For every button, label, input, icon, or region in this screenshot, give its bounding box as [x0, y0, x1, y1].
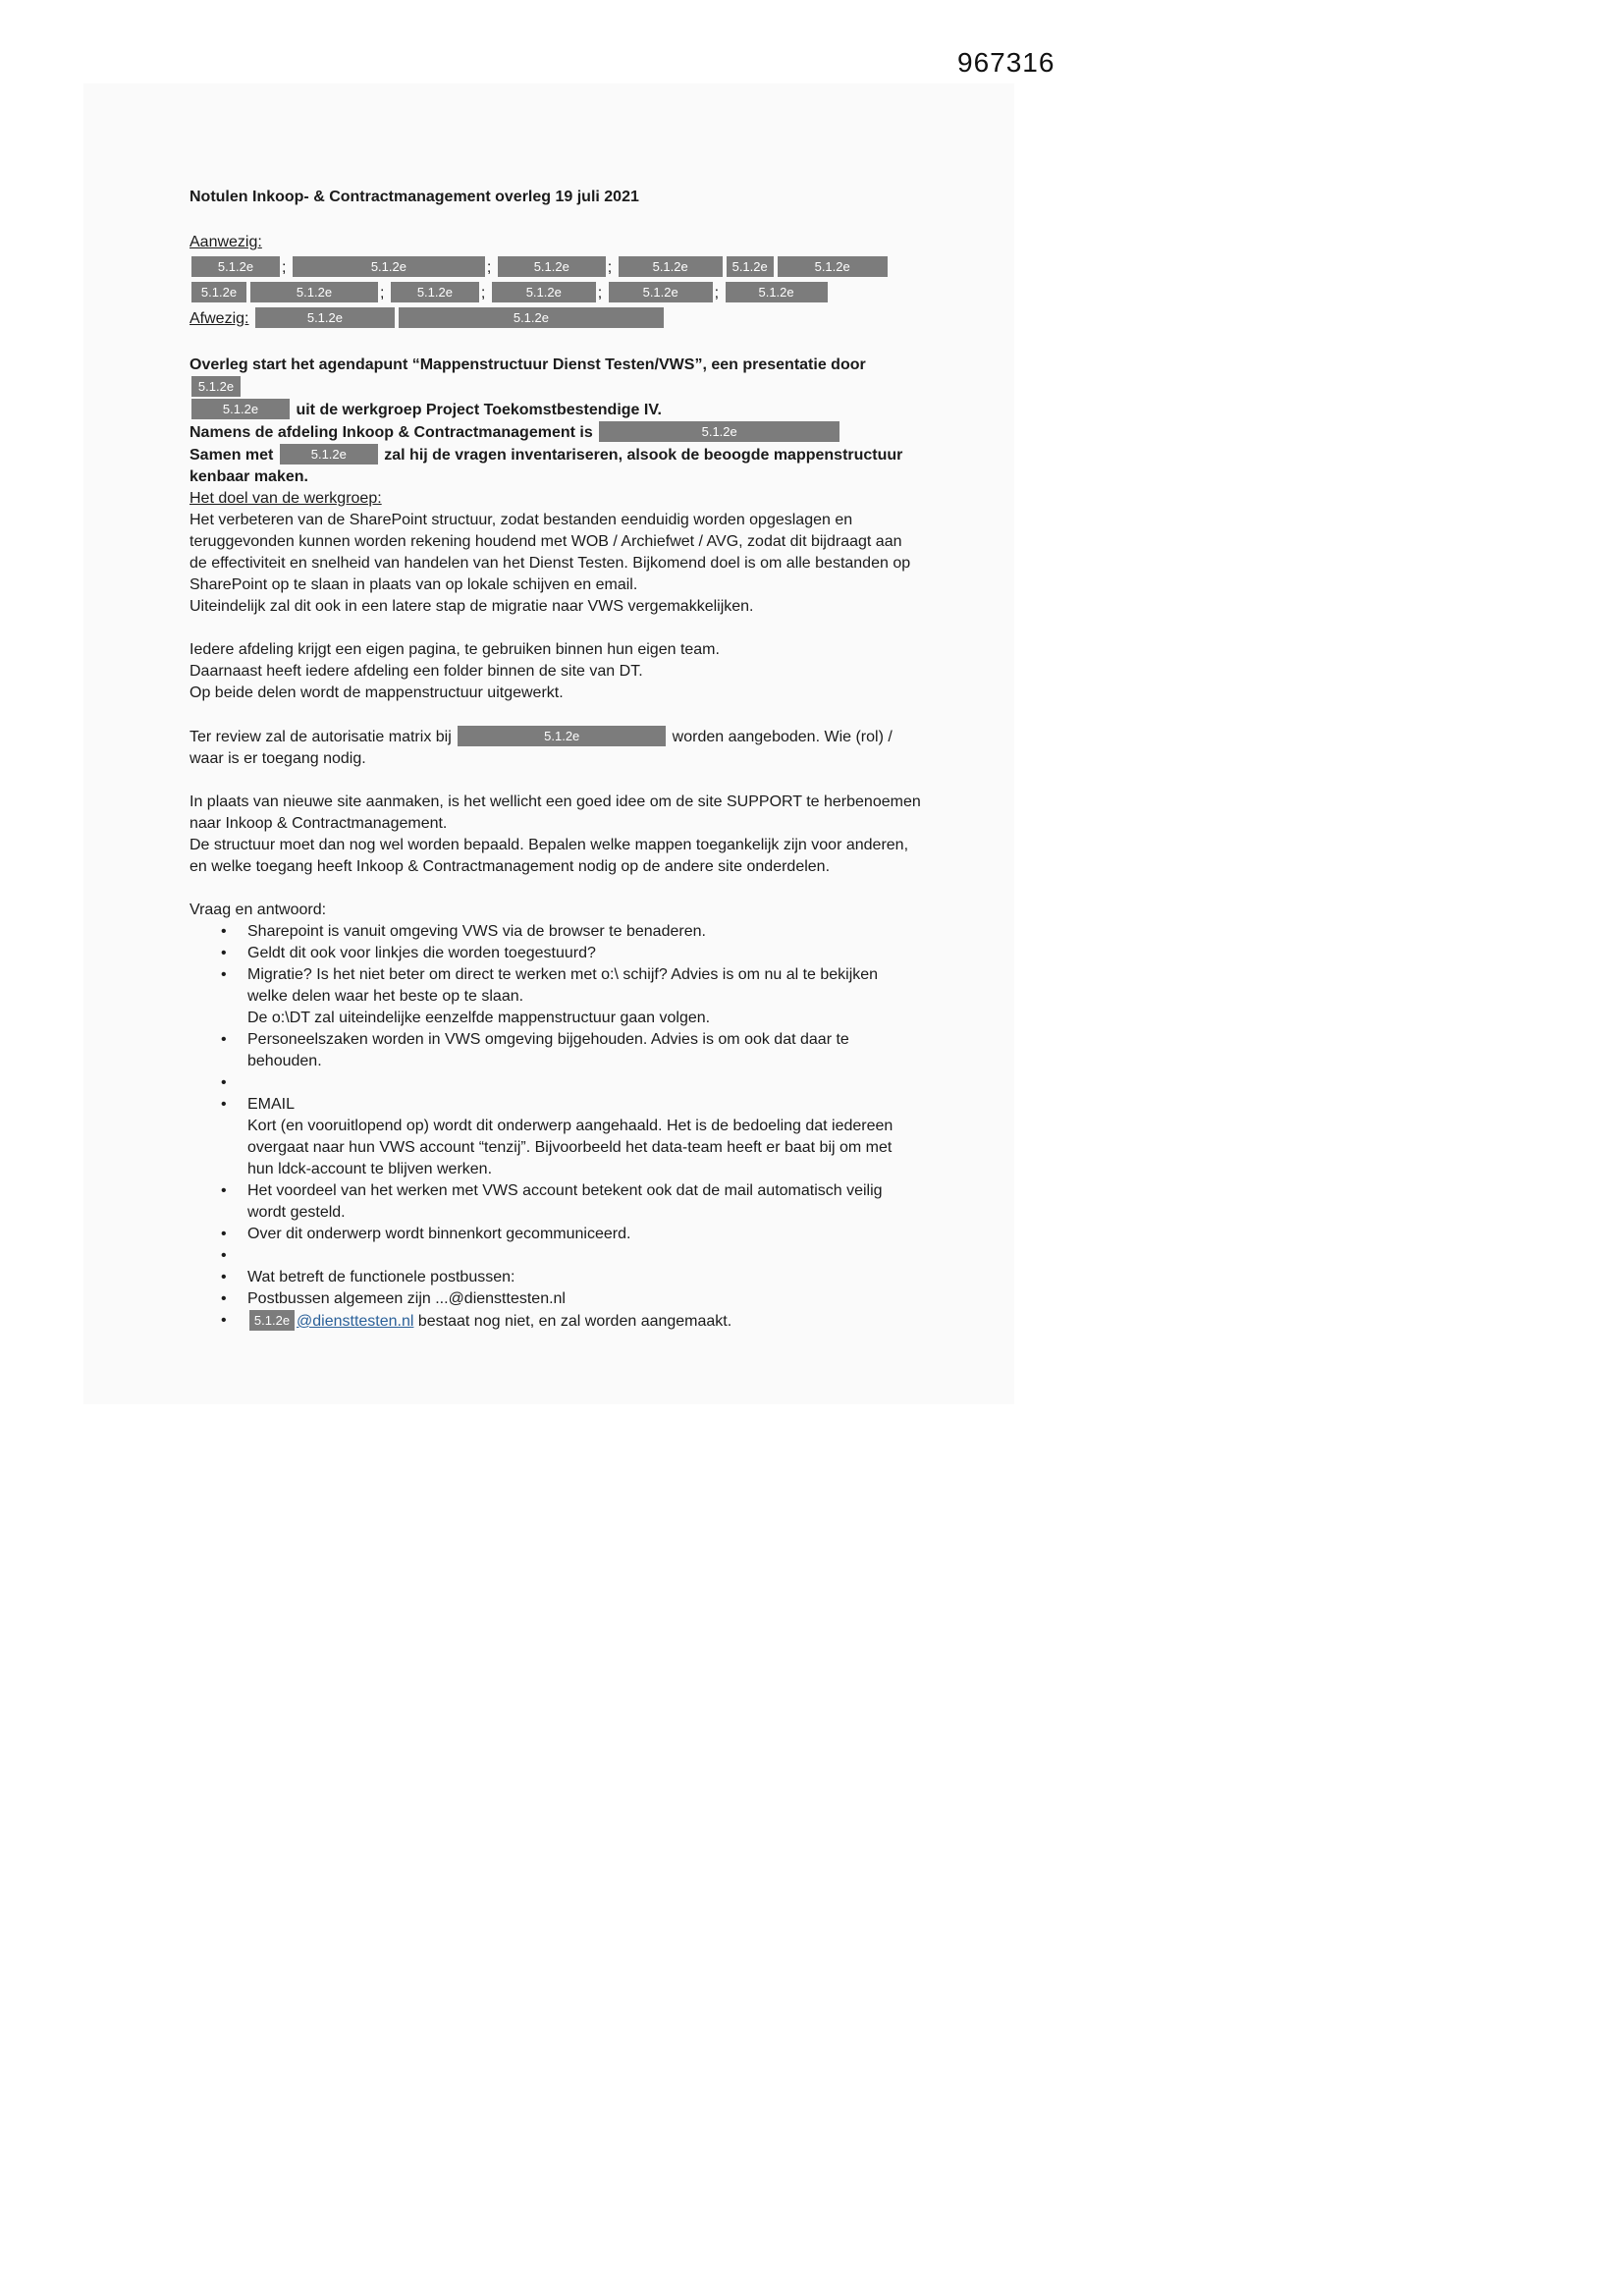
document-content	[189, 187, 921, 1333]
redaction-box: 5.1.2e	[249, 1310, 295, 1331]
text-run: Ter review zal de autorisatie matrix bij	[189, 729, 457, 745]
text-run: Sharepoint is vanuit omgeving VWS via de browser te benaderen.	[247, 923, 706, 940]
redaction-box: 5.1.2e	[727, 256, 774, 277]
redaction-box: 5.1.2e	[399, 307, 664, 328]
bullet-personeelszaken	[189, 1029, 921, 1072]
text-run: Uiteindelijk zal dit ook in een latere stap de migratie naar VWS vergemakkelijken.	[189, 598, 754, 615]
text-run: bestaat nog niet, en zal worden aangemaakt.	[413, 1313, 732, 1330]
bullet-text	[247, 943, 921, 964]
bullet-migratie	[189, 964, 921, 1029]
text-run: Namens de afdeling Inkoop & Contractmanagement is	[189, 424, 598, 441]
text-run	[248, 310, 252, 327]
review-paragraph	[189, 726, 921, 770]
bullet-text	[247, 1072, 921, 1094]
bullet-empty-1	[189, 1072, 921, 1094]
bullet-text	[247, 1310, 921, 1333]
opening-paragraph	[189, 355, 921, 421]
text-run: Het voordeel van het werken met VWS account betekent ook dat de mail automatisch veilig wordt gesteld.	[247, 1182, 883, 1221]
text-run: Iedere afdeling krijgt een eigen pagina, te gebruiken binnen hun eigen team.	[189, 641, 720, 658]
redaction-box: 5.1.2e	[191, 376, 241, 397]
document-blocks	[189, 232, 921, 1333]
doel-paragraph	[189, 510, 921, 618]
text-run: Wat betreft de functionele postbussen:	[247, 1269, 515, 1285]
text-run: Samen met	[189, 447, 278, 464]
bullet-text	[247, 1029, 921, 1072]
bullet-postbussen-algemeen	[189, 1288, 921, 1310]
bullet-marker: •	[221, 1226, 227, 1242]
text-run: ;	[714, 285, 724, 301]
spacer-2	[189, 618, 921, 639]
bullet-marker: •	[221, 966, 227, 983]
text-run: Overleg start het agendapunt “Mappenstructuur Dienst Testen/VWS”, een presentatie door	[189, 356, 866, 373]
bullet-text	[247, 1180, 921, 1224]
attendance-row-2	[189, 282, 921, 304]
redaction-box: 5.1.2e	[492, 282, 596, 302]
text-run: Geldt dit ook voor linkjes die worden toegestuurd?	[247, 945, 596, 961]
text-run: Het verbeteren van de SharePoint structuur, zodat bestanden eenduidig worden opgeslagen en teruggevonden kunnen worden rekening houdend met WOB / Archiefwet / AVG, zodat dit bijdraagt aan de effectiviteit en snelheid van handelen van het Dienst Testen. Bijkomend doel is om alle bestanden op SharePoint op te slaan in plaats van op lokale schijven en email.	[189, 512, 911, 593]
bullet-marker: •	[221, 1096, 227, 1113]
redaction-box: 5.1.2e	[619, 256, 723, 277]
text-run: ;	[597, 285, 607, 301]
text-run: Kort (en vooruitlopend op) wordt dit onderwerp aangehaald. Het is de bedoeling dat iedereen overgaat naar hun VWS account “tenzij”. Bijvoorbeeld het data-team heeft er baat bij om met hun ldck-account te blijven werken.	[247, 1118, 893, 1177]
bullet-text	[247, 964, 921, 1029]
bullet-text	[247, 1094, 921, 1180]
text-run: ;	[282, 259, 291, 276]
bullet-linkjes	[189, 943, 921, 964]
redaction-box: 5.1.2e	[778, 256, 888, 277]
bullet-marker: •	[221, 1031, 227, 1048]
text-run: Het doel van de werkgroep:	[189, 490, 382, 507]
redaction-box: 5.1.2e	[293, 256, 485, 277]
bullet-marker: •	[221, 923, 227, 940]
spacer-1	[189, 333, 921, 355]
text-run: De o:\DT zal uiteindelijke eenzelfde mappenstructuur gaan volgen.	[247, 1010, 711, 1026]
bullet-marker: •	[221, 1247, 227, 1264]
redaction-box: 5.1.2e	[609, 282, 713, 302]
bullet-marker: •	[221, 1182, 227, 1199]
text-run: Postbussen algemeen zijn ...@diensttesten.nl	[247, 1290, 566, 1307]
document-title: Notulen Inkoop- & Contractmanagement overleg 19 juli 2021	[189, 189, 639, 205]
redaction-box: 5.1.2e	[191, 256, 280, 277]
aanwezig-label	[189, 232, 921, 253]
text-run: worden aangeboden. Wie (rol) / waar is er toegang nodig.	[189, 729, 893, 767]
bullet-text	[247, 1224, 921, 1245]
text-run: De structuur moet dan nog wel worden bepaald. Bepalen welke mappen toegankelijk zijn voor anderen, en welke toegang heeft Inkoop & Contractmanagement nodig op de andere site onderdelen.	[189, 837, 909, 875]
bullet-communicatie	[189, 1224, 921, 1245]
redaction-box: 5.1.2e	[391, 282, 479, 302]
afdeling-paragraph	[189, 639, 921, 704]
support-paragraph	[189, 792, 921, 878]
bullet-text	[247, 1267, 921, 1288]
namens-paragraph	[189, 421, 921, 444]
redaction-box: 5.1.2e	[250, 282, 378, 302]
text-run: EMAIL	[247, 1096, 296, 1113]
text-run: zal hij de vragen inventariseren, alsook de beoogde mappenstructuur kenbaar maken.	[189, 447, 903, 485]
text-run: ;	[380, 285, 389, 301]
text-run: Over dit onderwerp wordt binnenkort gecommuniceerd.	[247, 1226, 631, 1242]
text-run: ;	[607, 259, 617, 276]
bullet-marker: •	[221, 1269, 227, 1285]
text-run: ;	[486, 259, 496, 276]
text-run: uit de werkgroep Project Toekomstbestendige IV.	[292, 402, 662, 418]
redaction-box: 5.1.2e	[191, 282, 246, 302]
bullet-marker: •	[221, 1312, 227, 1329]
afwezig-row	[189, 307, 921, 330]
bullet-voordeel	[189, 1180, 921, 1224]
bullet-postbussen-heading	[189, 1267, 921, 1288]
bullet-text	[247, 921, 921, 943]
text-run: Aanwezig:	[189, 234, 262, 250]
spacer-4	[189, 770, 921, 792]
doel-heading	[189, 488, 921, 510]
bullet-text	[247, 1245, 921, 1267]
text-run: In plaats van nieuwe site aanmaken, is het wellicht een goed idee om de site SUPPORT te herbenoemen naar Inkoop & Contractmanagement.	[189, 793, 921, 832]
redaction-box: 5.1.2e	[191, 399, 290, 419]
text-run: Migratie? Is het niet beter om direct te werken met o:\ schijf? Advies is om nu al te bekijken welke delen waar het beste op te slaan.	[247, 966, 879, 1005]
bullet-text	[247, 1288, 921, 1310]
text-run: ;	[480, 285, 490, 301]
bullet-sharepoint	[189, 921, 921, 943]
spacer-5	[189, 878, 921, 900]
bullet-marker: •	[221, 945, 227, 961]
text-run: Op beide delen wordt de mappenstructuur uitgewerkt.	[189, 684, 564, 701]
redaction-box: 5.1.2e	[280, 444, 378, 465]
spacer-3	[189, 704, 921, 726]
bullet-postbus-nieuw	[189, 1310, 921, 1333]
text-run: Afwezig:	[189, 310, 249, 327]
email-link[interactable]: @diensttesten.nl	[297, 1313, 414, 1330]
bullet-empty-2	[189, 1245, 921, 1267]
bullet-marker: •	[221, 1290, 227, 1307]
text-run: Daarnaast heeft iedere afdeling een folder binnen de site van DT.	[189, 663, 643, 680]
text-run: Vraag en antwoord:	[189, 902, 327, 918]
redaction-box: 5.1.2e	[498, 256, 606, 277]
redaction-box: 5.1.2e	[726, 282, 828, 302]
qa-heading	[189, 900, 921, 921]
redaction-box: 5.1.2e	[599, 421, 839, 442]
bullet-marker: •	[221, 1074, 227, 1091]
bullet-email	[189, 1094, 921, 1180]
text-run: Personeelszaken worden in VWS omgeving bijgehouden. Advies is om ook dat daar te behouden.	[247, 1031, 849, 1069]
samen-paragraph	[189, 444, 921, 488]
redaction-box: 5.1.2e	[458, 726, 666, 746]
document-number: 967316	[957, 47, 1056, 78]
redaction-box: 5.1.2e	[255, 307, 395, 328]
attendance-row-1	[189, 256, 921, 279]
